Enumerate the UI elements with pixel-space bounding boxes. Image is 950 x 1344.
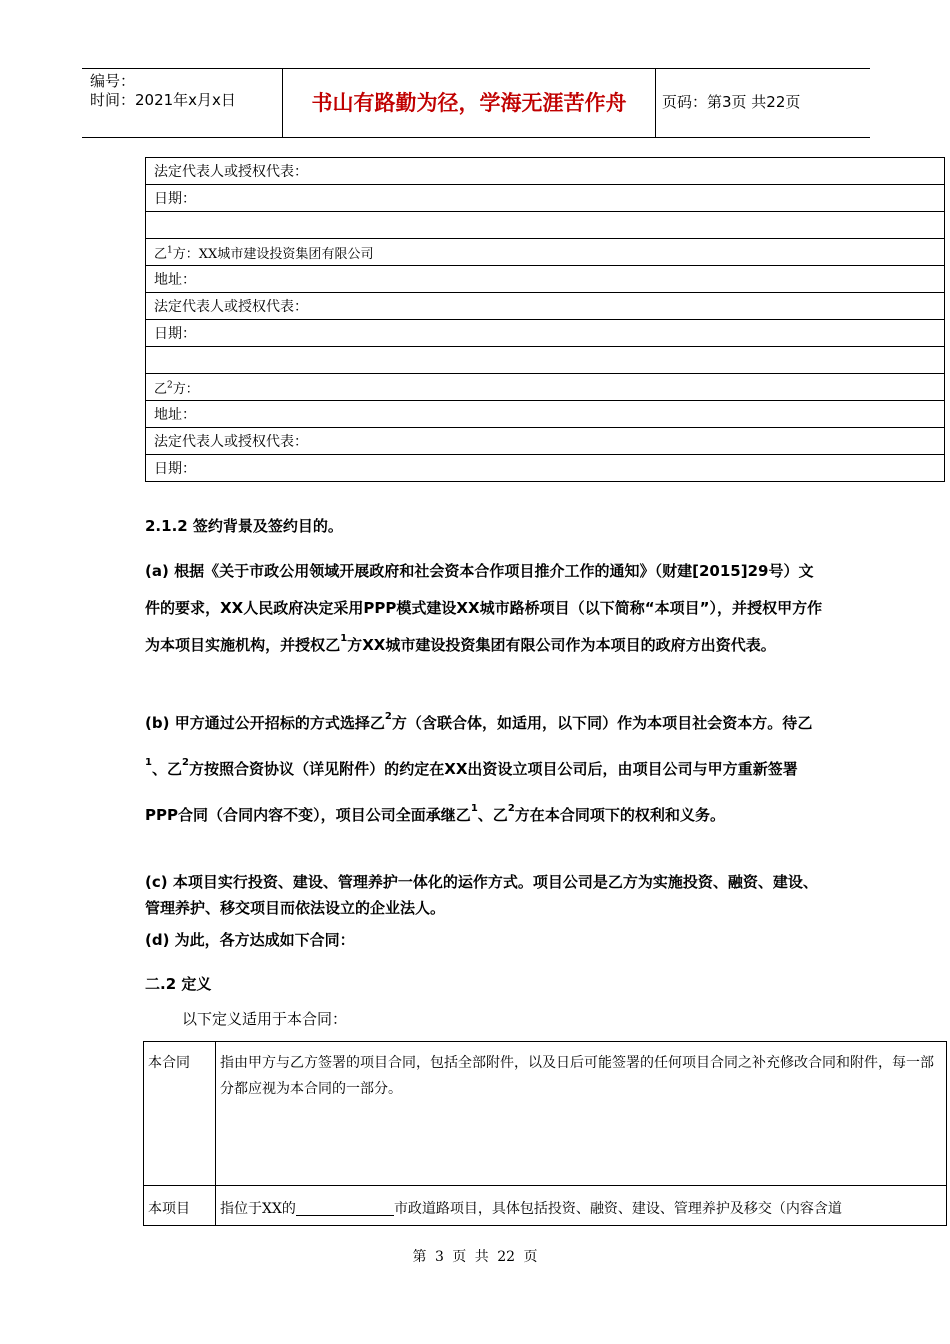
- table-row: [146, 374, 945, 401]
- header-page-info: 页码：第3页 共22页: [662, 93, 801, 111]
- header-meta: [82, 69, 282, 137]
- party-cell: 法定代表人或授权代表：: [146, 158, 945, 185]
- party-cell: [146, 347, 945, 374]
- table-row: [146, 212, 945, 239]
- party-cell: 乙$^2$方：: [146, 374, 945, 401]
- definition-table: [143, 1041, 947, 1226]
- table-row: [146, 401, 945, 428]
- definition-term: 本合同: [144, 1042, 216, 1186]
- table-row: [146, 320, 945, 347]
- header-motto: 书山有路勤为径，学海无涯苦作舟: [282, 69, 656, 137]
- party-cell: 日期：: [146, 185, 945, 212]
- paragraph-c: (c) 本项目实行投资、建设、管理养护一体化的运作方式。项目公司是乙方为实施投资、融资、建设、管理养护、移交项目而依法设立的企业法人。: [145, 873, 818, 917]
- paragraph-d: (d) 为此，各方达成如下合同：: [145, 931, 355, 949]
- party-cell: 日期：: [146, 455, 945, 482]
- table-row: [146, 293, 945, 320]
- paragraph-a: (a) 根据《关于市政公用领域开展政府和社会资本合作项目推介工作的通知》（财建[2015]29号）文件的要求，XX人民政府决定采用PPP模式建设XX城市路桥项目（以下简称“本项目”），并授权甲方作为本项目实施机构，并授权乙$^1$方XX城市建设投资集团有限公司作为本项目的政府方出资代表。: [145, 562, 823, 654]
- party-cell: 地址：: [146, 266, 945, 293]
- table-row: [146, 266, 945, 293]
- table-row: [146, 239, 945, 266]
- page-header: [82, 68, 870, 138]
- definition-text: [216, 1186, 947, 1226]
- table-row: [146, 428, 945, 455]
- page-footer: 第 3 页 共 22 页: [412, 1249, 538, 1265]
- party-cell: 日期：: [146, 320, 945, 347]
- table-row: [146, 347, 945, 374]
- definition-text-end: 市政道路项目，具体包括投资、融资、建设、管理养护及移交（内容含道: [393, 1201, 842, 1217]
- definition-text: 指由甲方与乙方签署的项目合同，包括全部附件，以及日后可能签署的任何项目合同之补充修改合同和附件，每一部分都应视为本合同的一部分。: [216, 1042, 947, 1186]
- definition-text-start: 指位于XX的: [220, 1201, 296, 1217]
- table-row: [146, 185, 945, 212]
- definitions-intro: 以下定义适用于本合同：: [182, 1010, 348, 1028]
- number-label: 编号：: [90, 72, 136, 90]
- definition-term: 本项目: [144, 1186, 216, 1226]
- time-label: 时间：2021年x月x日: [90, 91, 236, 109]
- section-heading: 2.1.2 签约背景及签约目的。: [145, 517, 343, 535]
- table-row: [144, 1042, 947, 1186]
- blank-fill-line: [296, 1199, 394, 1216]
- table-row: [146, 158, 945, 185]
- party-table: [145, 157, 945, 482]
- table-row: [146, 455, 945, 482]
- paragraph-b: (b) 甲方通过公开招标的方式选择乙$^2$方（含联合体，如适用，以下同）作为本项目社会资本方。待乙$^1$、乙$^2$方按照合资协议（详见附件）的约定在XX出资设立项目公司后，由项目公司与甲方重新签署PPP合同（合同内容不变），项目公司全面承继乙$^1$、乙$^2$方在本合同项下的权利和义务。: [145, 711, 813, 824]
- party-cell: 法定代表人或授权代表：: [146, 428, 945, 455]
- party-cell: [146, 212, 945, 239]
- table-row: [144, 1186, 947, 1226]
- section-heading: 二.2 定义: [145, 975, 212, 993]
- party-cell: 法定代表人或授权代表：: [146, 293, 945, 320]
- party-cell: 地址：: [146, 401, 945, 428]
- party-cell: 乙$^1$方：XX城市建设投资集团有限公司: [146, 239, 945, 266]
